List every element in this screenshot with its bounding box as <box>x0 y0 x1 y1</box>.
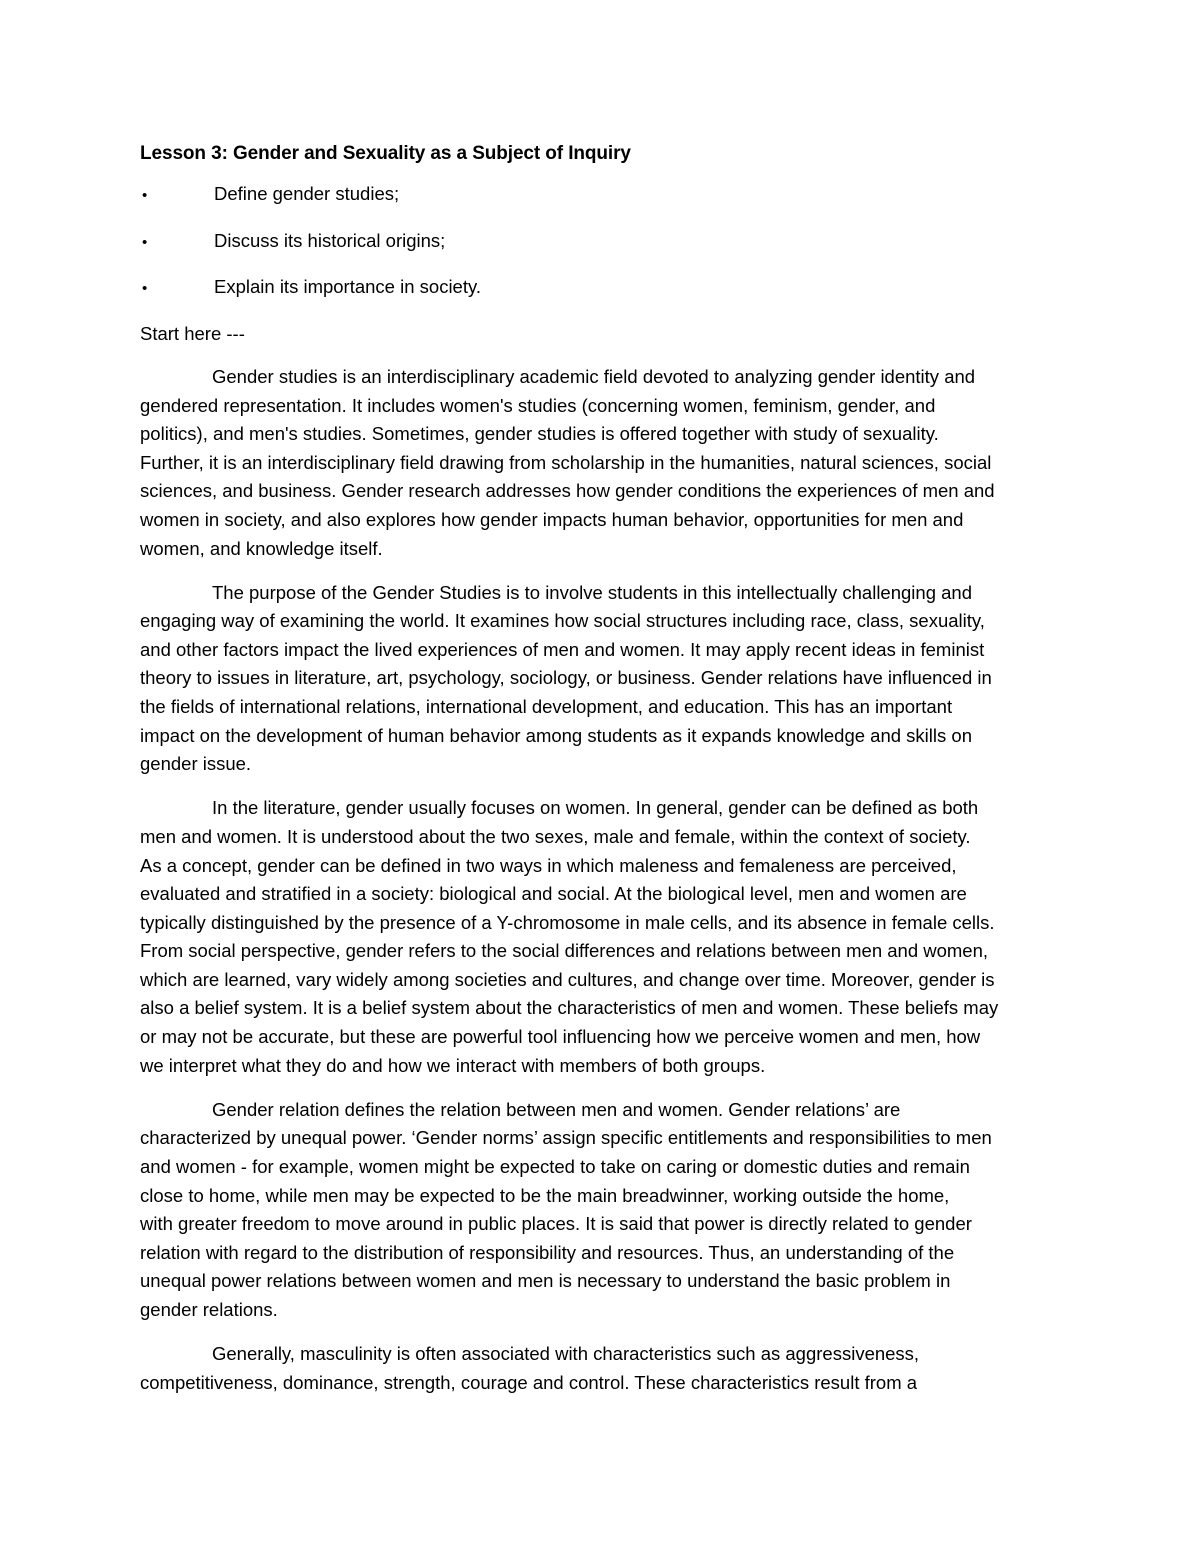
lesson-title: Lesson 3: Gender and Sexuality as a Subject of Inquiry <box>140 143 631 164</box>
paragraph-definition: Gender studies is an interdisciplinary academic field devoted to analyzing gender identity and gendered representation. It includes women's studies (concerning women, feminism, gender, and politics), and men's studies. Sometimes, gender studies is offered together with study of sexuality. Further, it is an interdisciplinary field drawing from scholarship in the humanities, natural sciences, social sciences, and business. Gender research addresses how gender conditions the experiences of men and women in society, and also explores how gender impacts human behavior, opportunities for men and women, and knowledge itself. <box>140 366 995 559</box>
objective-item <box>140 273 1064 303</box>
objective-text: Explain its importance in society. <box>214 276 481 297</box>
paragraph-gender-relation: Gender relation defines the relation between men and women. Gender relations’ are characterized by unequal power. ‘Gender norms’ assign specific entitlements and responsibilities to men and women - for example, women might be expected to take on caring or domestic duties and remain close to home, while men may be expected to be the main breadwinner, working outside the home, with greater freedom to move around in public places. It is said that power is directly related to gender relation with regard to the distribution of responsibility and resources. Thus, an understanding of the unequal power relations between women and men is necessary to understand the basic problem in gender relations. <box>140 1098 992 1320</box>
objectives-list <box>140 180 1064 303</box>
paragraph-purpose: The purpose of the Gender Studies is to involve students in this intellectually challenging and engaging way of examining the world. It examines how social structures including race, class, sexuality, and other factors impact the lived experiences of men and women. It may apply recent ideas in feminist theory to issues in literature, art, psychology, sociology, or business. Gender relations have influenced in the fields of international relations, international development, and education. This has an important impact on the development of human behavior among students as it expands knowledge and skills on gender issue. <box>140 581 992 775</box>
objective-text: Define gender studies; <box>214 183 400 204</box>
objective-item <box>140 227 1064 257</box>
bullet-icon: • <box>142 187 148 204</box>
bullet-icon: • <box>142 280 148 297</box>
paragraph-literature: In the literature, gender usually focuses on women. In general, gender can be defined as both men and women. It is understood about the two sexes, male and female, within the context of society. As a concept, gender can be defined in two ways in which maleness and femaleness are perceived, evaluated and stratified in a society: biological and social. At the biological level, men and women are typically distinguished by the presence of a Y-chromosome in male cells, and its absence in female cells. From social perspective, gender refers to the social differences and relations between men and women, which are learned, vary widely among societies and cultures, and change over time. Moreover, gender is also a belief system. It is a belief system about the characteristics of men and women. These beliefs may or may not be accurate, but these are powerful tool influencing how we perceive women and men, how we interpret what they do and how we interact with members of both groups. <box>140 797 999 1076</box>
paragraph-masculinity: Generally, masculinity is often associated with characteristics such as aggressiveness, competitiveness, dominance, strength, courage and control. These characteristics result from a <box>140 1343 920 1393</box>
objective-item <box>140 180 1064 210</box>
objective-text: Discuss its historical origins; <box>214 229 446 251</box>
start-marker: Start here --- <box>140 322 245 344</box>
bullet-icon: • <box>142 233 148 251</box>
document-body <box>140 140 1064 1413</box>
